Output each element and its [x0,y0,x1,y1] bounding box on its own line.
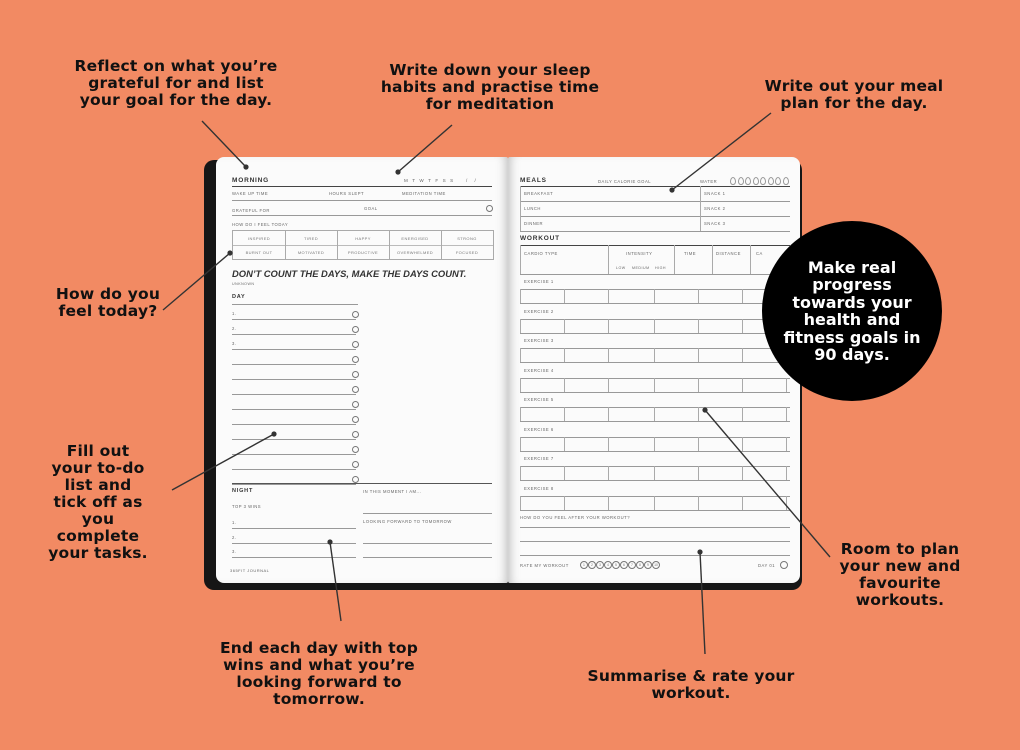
todo-number: 1. [232,311,237,316]
rating-option[interactable]: 4 [604,561,612,569]
dinner-label: DINNER [524,221,544,226]
in-this-moment-label: IN THIS MOMENT I AM... [363,489,422,494]
snack-label: SNACK 1 [704,191,726,196]
callout-rate: Summarise & rate your workout. [587,667,795,702]
callout-night: End each day with top wins and what you’re looking forward to tomorrow. [219,639,419,708]
leader-dot [327,539,332,544]
leader-dot [702,407,707,412]
intensity-high[interactable]: HIGH [655,266,666,270]
morning-heading: MORNING [232,177,270,184]
wake-up-label: WAKE UP TIME [232,191,269,196]
leader-line [700,552,705,654]
exercise-label: EXERCISE 7 [524,456,554,461]
leader-dot [395,169,400,174]
intensity-low[interactable]: LOW [616,266,626,270]
rating-option[interactable]: 6 [620,561,628,569]
mood-option[interactable]: TIRED [304,236,318,241]
callout-sleep: Write down your sleep habits and practise time for meditation [380,61,600,113]
exercise-label: EXERCISE 2 [524,308,554,314]
day-heading: DAY [232,294,246,300]
callout-todo: Fill out your to-do list and tick off as you complete your tasks. [48,442,148,562]
cardio-type-label: CARDIO TYPE [524,251,558,256]
snack-label: SNACK 3 [704,221,726,226]
night-heading: NIGHT [232,488,254,494]
rating-option[interactable]: 5 [612,561,620,569]
win-number: 1. [232,520,237,525]
leader-line [672,113,771,190]
win-number: 2. [232,535,237,540]
workout-heading: WORKOUT [520,235,560,242]
daily-calorie-label: DAILY CALORIE GOAL [598,179,652,184]
water-label: WATER [700,179,718,184]
rate-workout-label: RATE MY WORKOUT [520,563,569,568]
leader-line [398,125,452,172]
breakfast-label: BREAKFAST [524,191,554,196]
leader-dot [271,431,276,436]
win-number: 3. [232,549,237,554]
mood-option[interactable]: STRONG [457,236,477,241]
exercise-label: EXERCISE 8 [524,485,554,491]
exercise-label: EXERCISE 4 [524,367,554,373]
lunch-label: LUNCH [524,206,541,211]
todo-number: 2. [232,326,237,331]
todo-number: 3. [232,341,237,346]
mood-option[interactable]: INSPIRED [247,236,271,241]
goal-label: GOAL [364,206,378,211]
leader-line [163,253,230,310]
leader-dot [243,164,248,169]
rating-option[interactable]: 3 [596,561,604,569]
how-feel-label: HOW DO I FEEL TODAY [232,222,289,227]
grateful-label: GRATEFUL FOR [232,208,270,213]
rating-option[interactable]: 8 [636,561,644,569]
time-label: TIME [684,251,697,256]
snack-label: SNACK 2 [704,206,726,211]
callout-room: Room to plan your new and favourite workouts. [839,540,961,609]
exercise-label: EXERCISE 5 [524,397,554,402]
days-of-week: M T W T F S S [404,178,455,183]
callout-feel: How do you feel today? [55,285,161,320]
rating-option[interactable]: 10 [652,561,660,569]
brand-mark: 365FIT JOURNAL [230,568,270,573]
mood-option[interactable]: OVERWHELMED [396,250,434,255]
mood-option[interactable]: PRODUCTIVE [347,250,379,255]
leader-dot [669,187,674,192]
motivational-quote: DON’T COUNT THE DAYS, MAKE THE DAYS COUNT. [232,268,467,279]
callout-grateful: Reflect on what you’re grateful for and list your goal for the day. [74,57,278,109]
day-number: DAY 01 [758,563,776,568]
top3-label: TOP 3 WINS [232,504,262,509]
feel-after-label: HOW DO YOU FEEL AFTER YOUR WORKOUT? [520,515,631,520]
rating-option[interactable]: 9 [644,561,652,569]
exercise-label: EXERCISE 6 [524,426,554,432]
meals-heading: MEALS [520,177,547,184]
quote-author: UNKNOWN [232,282,255,286]
exercise-label: EXERCISE 1 [524,279,554,284]
mood-option[interactable]: BURNT OUT [245,250,273,255]
intensity-medium[interactable]: MEDIUM [632,266,650,270]
calories-label: CA [756,251,763,256]
rating-option[interactable]: 2 [588,561,596,569]
rating-option[interactable]: 1 [580,561,588,569]
leader-dot [697,549,702,554]
leader-line [172,434,274,490]
leader-line [330,542,341,621]
meditation-label: MEDITATION TIME [402,191,446,196]
intensity-label: INTENSITY [626,251,653,256]
mood-option[interactable]: HAPPY [355,236,371,241]
leader-line [705,410,830,557]
exercise-label: EXERCISE 3 [524,338,554,343]
mood-option[interactable]: ENERGISED [401,236,429,241]
rating-option[interactable]: 7 [628,561,636,569]
badge-text: Make real progress towards your health and fitness goals in 90 days. [783,257,921,364]
mood-option[interactable]: MOTIVATED [297,250,325,255]
looking-forward-label: LOOKING FORWARD TO TOMORROW [363,519,452,524]
leader-dot [227,250,232,255]
hours-slept-label: HOURS SLEPT [329,191,365,196]
leader-line [202,121,246,167]
date-field: / / [466,178,479,183]
callout-meal: Write out your meal plan for the day. [764,77,944,112]
distance-label: DISTANCE [716,251,741,256]
mood-option[interactable]: FOCUSED [455,250,479,255]
